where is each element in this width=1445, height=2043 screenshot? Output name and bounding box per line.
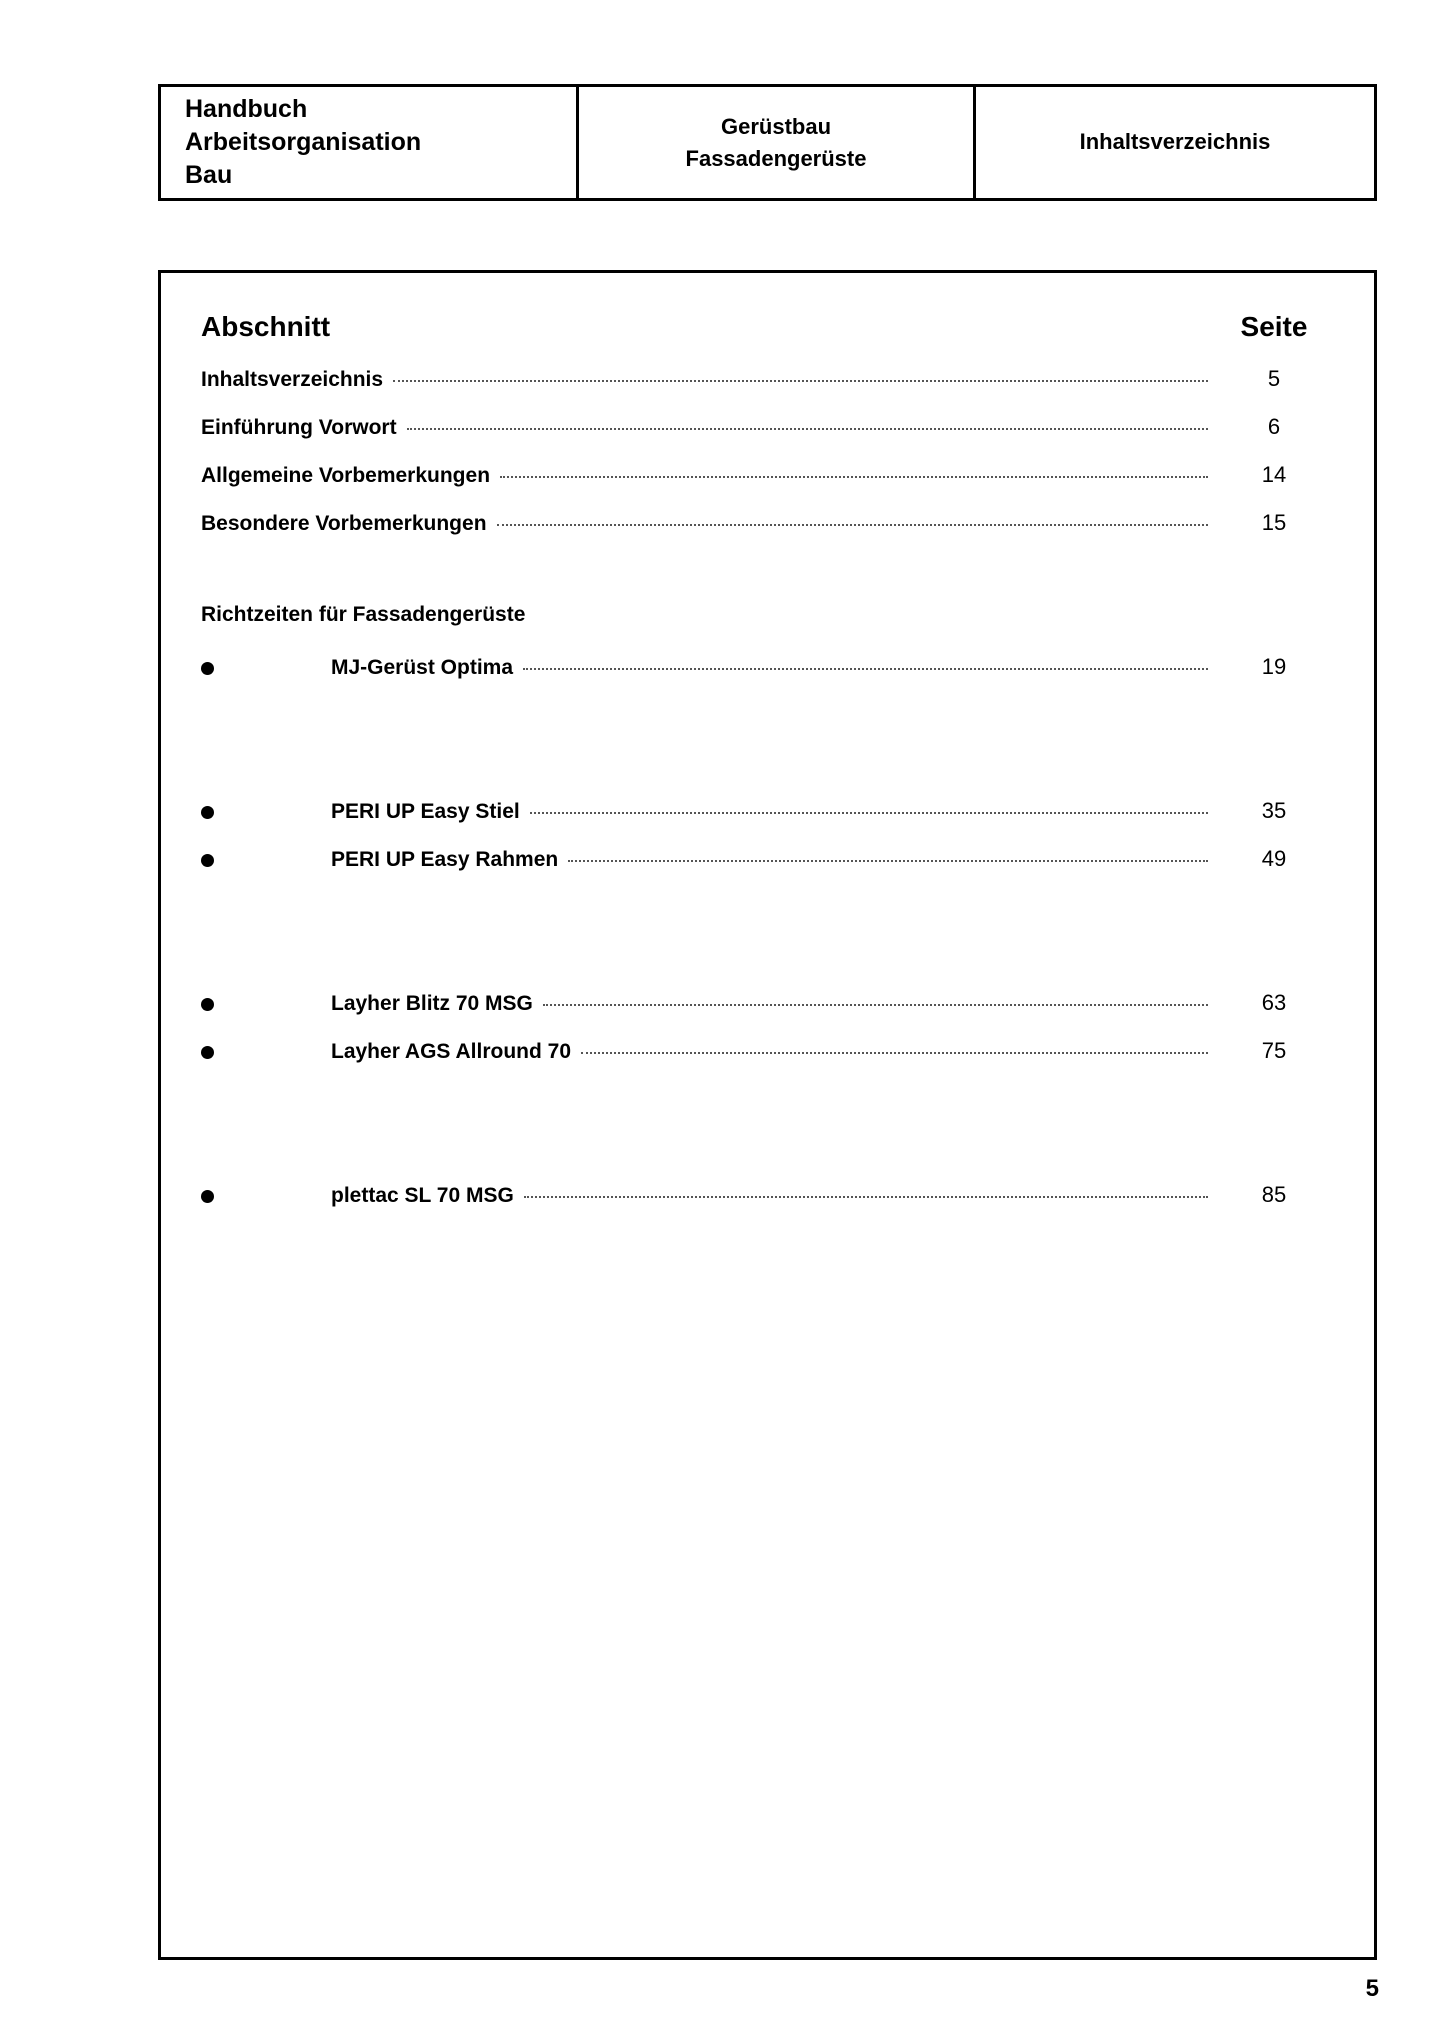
toc-entry-page: 5: [1267, 366, 1281, 391]
header-title-line-1: Handbuch: [185, 95, 308, 123]
bullet-icon: [201, 662, 214, 675]
toc-entry-label: plettac SL 70 MSG: [331, 1183, 514, 1207]
toc-leader-dots: [581, 1037, 1214, 1058]
toc-entry-label: PERI UP Easy Rahmen: [331, 847, 559, 871]
toc-leader-dots: [407, 413, 1214, 434]
spacer: [201, 629, 1334, 643]
bullet-icon: [201, 998, 214, 1011]
spacer: [201, 1125, 1334, 1171]
footer-page-number: 5: [1365, 1975, 1379, 2002]
spacer: [201, 883, 1334, 933]
toc-entry-label: Einführung Vorwort: [201, 416, 397, 439]
toc-entry[interactable]: [201, 835, 1334, 883]
toc-header-page: Seite: [1240, 311, 1308, 342]
spacer: [201, 933, 1334, 979]
toc-bullet-wrap: [201, 643, 269, 691]
toc-bullet-wrap: [201, 979, 269, 1027]
toc-leader-dots: [523, 653, 1214, 674]
toc-entry-page: 63: [1261, 989, 1287, 1015]
toc-leader-dots: [497, 509, 1214, 530]
spacer: [201, 691, 1334, 741]
toc-leader-dots: [524, 1181, 1214, 1202]
toc-entry-label: Inhaltsverzeichnis: [201, 368, 384, 391]
spacer: [201, 741, 1334, 787]
toc-entry[interactable]: [201, 509, 1334, 557]
toc-entry-page: 14: [1261, 462, 1287, 487]
toc-entry-page: 15: [1261, 510, 1287, 535]
toc-bullet-wrap: [201, 1027, 269, 1075]
toc-entry-page: 49: [1261, 845, 1287, 871]
header-topic-line-1: Gerüstbau: [720, 114, 832, 140]
toc-entry[interactable]: [201, 461, 1334, 509]
header-title-line-2: Arbeitsorganisation: [185, 128, 422, 156]
header-cell-manual-title: [161, 87, 576, 198]
toc-entry[interactable]: [201, 413, 1334, 461]
bullet-icon: [201, 1046, 214, 1059]
toc-entry[interactable]: [201, 365, 1334, 413]
toc-section-heading: Richtzeiten für Fassadengerüste: [201, 603, 526, 626]
toc-leader-dots: [393, 365, 1214, 386]
page-header-table: [158, 84, 1377, 201]
toc-bullet-wrap: [201, 835, 269, 883]
toc-entry-label: MJ-Gerüst Optima: [331, 655, 514, 679]
bullet-icon: [201, 854, 214, 867]
bullet-icon: [201, 1190, 214, 1203]
toc-entry[interactable]: [201, 1027, 1334, 1075]
header-cell-chapter: [976, 87, 1374, 198]
toc-bullet-wrap: [201, 1171, 269, 1219]
toc-leader-dots: [543, 989, 1214, 1010]
toc-leader-dots: [530, 797, 1214, 818]
table-of-contents-box: [158, 270, 1377, 1960]
toc-entry-label: Allgemeine Vorbemerkungen: [201, 464, 491, 487]
spacer: [201, 1075, 1334, 1125]
toc-entry[interactable]: [201, 1171, 1334, 1219]
toc-entry-page: 85: [1261, 1181, 1287, 1207]
toc-header-section: Abschnitt: [201, 311, 331, 342]
toc-entry-label: Besondere Vorbemerkungen: [201, 512, 487, 535]
header-chapter-label: Inhaltsverzeichnis: [1079, 129, 1271, 155]
table-of-contents: [201, 311, 1334, 1219]
toc-entry-label: PERI UP Easy Stiel: [331, 799, 520, 823]
bullet-icon: [201, 806, 214, 819]
toc-entry[interactable]: [201, 979, 1334, 1027]
toc-entry[interactable]: [201, 787, 1334, 835]
header-title-line-3: Bau: [185, 161, 233, 189]
toc-entry-label: Layher AGS Allround 70: [331, 1039, 571, 1063]
toc-entry-page: 19: [1261, 653, 1287, 679]
header-topic-line-2: Fassadengerüste: [685, 145, 867, 171]
toc-leader-dots: [500, 461, 1214, 482]
toc-entry-page: 6: [1267, 414, 1281, 439]
toc-entry-page: 75: [1261, 1037, 1287, 1063]
toc-column-headers: [201, 311, 1334, 343]
toc-entry-page: 35: [1261, 797, 1287, 823]
toc-entry-label: Layher Blitz 70 MSG: [331, 991, 533, 1015]
toc-entry[interactable]: [201, 643, 1334, 691]
header-cell-topic: [576, 87, 976, 198]
toc-bullet-wrap: [201, 787, 269, 835]
toc-leader-dots: [568, 845, 1214, 866]
